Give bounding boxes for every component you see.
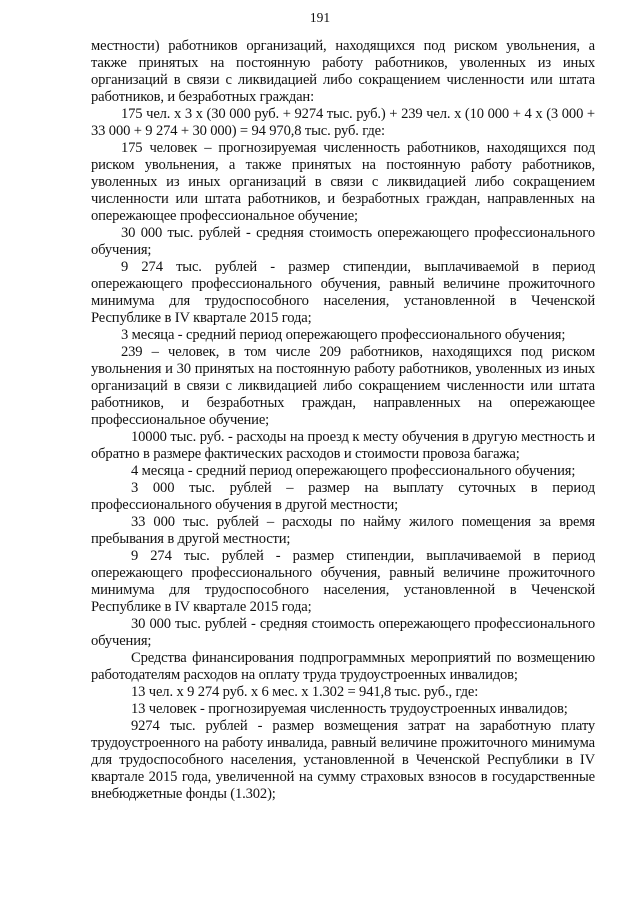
paragraph: 13 чел. х 9 274 руб. х 6 мес. х 1.302 = 941,8 тыс. руб., где: — [131, 684, 479, 700]
paragraph: 3 месяца - средний период опережающего профессионального обучения; — [121, 327, 566, 343]
paragraph: 175 чел. х 3 х (30 000 руб. + 9274 тыс. руб.) + 239 чел. х (10 000 + 4 х (3 000 + 33 000 + 9 274 + 30 000) = 94 970,8 тыс. руб. где: — [91, 106, 595, 139]
paragraph: местности) работников организаций, находящихся под риском увольнения, а также принятых на постоянную работу работников, уволенных из иных организаций в связи с ликвидацией либо сокращением численности или штата работников, и безработных граждан: — [91, 38, 595, 105]
paragraph: 30 000 тыс. рублей - средняя стоимость опережающего профессионального обучения; — [91, 225, 595, 258]
paragraph: 175 человек – прогнозируемая численность работников, находящихся под риском увольнения, а также принятых на постоянную работу работников, уволенных из иных организаций в связи с ликвидацией либо сокращением численности или штата работников, и безработных граждан, направленных на опережающее профессиональное обучение; — [91, 140, 595, 224]
paragraph: 30 000 тыс. рублей - средняя стоимость опережающего профессионального обучения; — [91, 616, 595, 649]
paragraph: 239 – человек, в том числе 209 работников, находящихся под риском увольнения и 30 принятых на постоянную работу работников, уволенных из иных организаций в связи с ликвидацией либо сокращением численности или штата работников, и безработных граждан, направленных на опережающее профессиональное обучение; — [91, 344, 595, 428]
document-body — [91, 38, 595, 803]
paragraph: 33 000 тыс. рублей – расходы по найму жилого помещения за время пребывания в другой местности; — [91, 514, 595, 547]
paragraph: 9 274 тыс. рублей - размер стипендии, выплачиваемой в период опережающего профессионального обучения, равный величине прожиточного минимума для трудоспособного населения, установленной в Чеченской Республике в IV квартале 2015 года; — [91, 548, 595, 615]
paragraph: 9 274 тыс. рублей - размер стипендии, выплачиваемой в период опережающего профессионального обучения, равный величине прожиточного минимума для трудоспособного населения, установленной в Чеченской Республике в IV квартале 2015 года; — [91, 259, 595, 326]
paragraph: 9274 тыс. рублей - размер возмещения затрат на заработную плату трудоустроенного на работу инвалида, равный величине прожиточного минимума для трудоспособного населения, установленной в Чеченской Республики в IV квартале 2015 года, увеличенной на сумму страховых взносов в государственные внебюджетные фонды (1.302); — [91, 718, 595, 802]
page-number: 191 — [309, 10, 331, 25]
paragraph: 13 человек - прогнозируемая численность трудоустроенных инвалидов; — [131, 701, 568, 717]
paragraph: Средства финансирования подпрограммных мероприятий по возмещению работодателям расходов на оплату труда трудоустроенных инвалидов; — [91, 650, 595, 683]
paragraph: 10000 тыс. руб. - расходы на проезд к месту обучения в другую местность и обратно в размере фактических расходов и стоимости провоза багажа; — [91, 429, 595, 462]
paragraph: 3 000 тыс. рублей – размер на выплату суточных в период профессионального обучения в другой местности; — [91, 480, 595, 513]
paragraph: 4 месяца - средний период опережающего профессионального обучения; — [131, 463, 576, 479]
